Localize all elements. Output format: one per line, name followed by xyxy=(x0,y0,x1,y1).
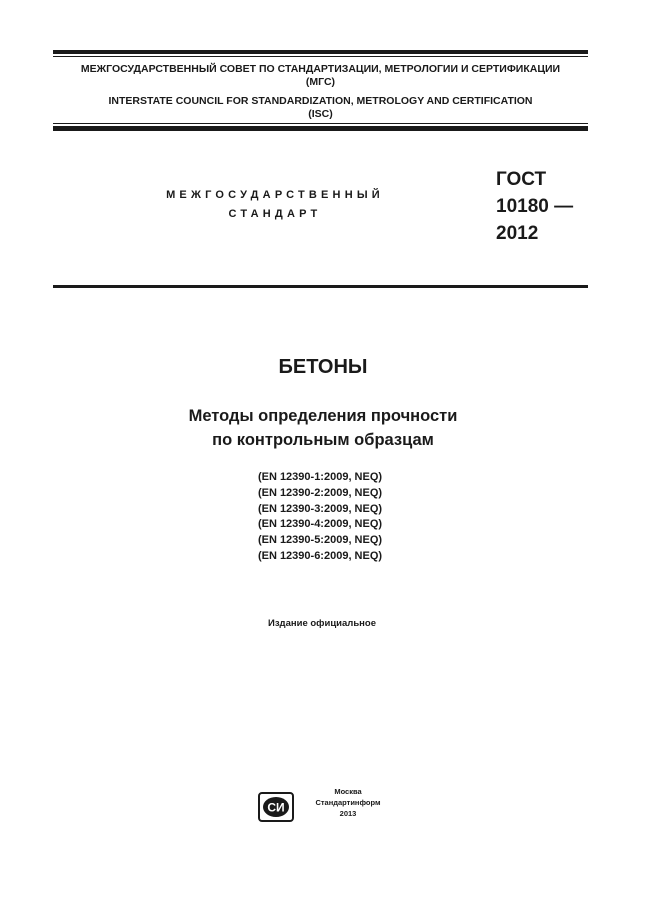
publisher-city: Москва xyxy=(334,787,362,796)
en-reference: (EN 12390-4:2009, NEQ) xyxy=(257,518,383,531)
publisher-block xyxy=(300,786,396,819)
en-reference: (EN 12390-2:2009, NEQ) xyxy=(257,486,383,499)
en-reference: (EN 12390-3:2009, NEQ) xyxy=(257,502,383,515)
gost-designation xyxy=(496,166,573,247)
publisher-name: Стандартинформ xyxy=(315,798,381,807)
header-rule-thick xyxy=(53,126,588,131)
en-reference: (EN 12390-5:2009, NEQ) xyxy=(257,534,383,547)
header-rule-thin xyxy=(53,123,588,124)
en-reference: (EN 12390-1:2009, NEQ) xyxy=(257,471,383,483)
gost-number: 10180 — xyxy=(496,196,574,217)
standard-type-line2: СТАНДАРТ xyxy=(228,208,322,220)
council-block-en xyxy=(53,95,588,121)
subtitle-line1: Методы определения прочности xyxy=(188,407,458,425)
council-name-ru: МЕЖГОСУДАРСТВЕННЫЙ СОВЕТ ПО СТАНДАРТИЗАЦИИ, МЕТРОЛОГИИ И СЕРТИФИКАЦИИ xyxy=(80,63,561,75)
standartinform-logo xyxy=(258,792,294,822)
top-rule-thick xyxy=(53,50,588,54)
en-reference: (EN 12390-6:2009, NEQ) xyxy=(257,549,383,562)
council-block-ru xyxy=(53,63,588,89)
logo-text: СИ xyxy=(267,800,285,815)
council-name-en: INTERSTATE COUNCIL FOR STANDARDIZATION, METROLOGY AND CERTIFICATION xyxy=(108,95,533,107)
document-title: БЕТОНЫ xyxy=(278,356,368,378)
standard-type-line1: МЕЖГОСУДАРСТВЕННЫЙ xyxy=(166,189,384,201)
publisher-year: 2013 xyxy=(339,809,357,818)
council-abbr-en: (ISC) xyxy=(308,108,333,120)
edition-label: Издание официальное xyxy=(268,618,376,629)
document-subtitle xyxy=(0,404,646,452)
standard-rule xyxy=(53,285,588,288)
gost-year: 2012 xyxy=(496,223,539,244)
subtitle-line2: по контрольным образцам xyxy=(212,431,434,449)
gost-label: ГОСТ xyxy=(496,169,547,190)
council-abbr-ru: (МГС) xyxy=(305,76,336,88)
standard-type xyxy=(120,186,430,224)
en-references xyxy=(0,470,640,565)
top-rule-thin xyxy=(53,56,588,57)
